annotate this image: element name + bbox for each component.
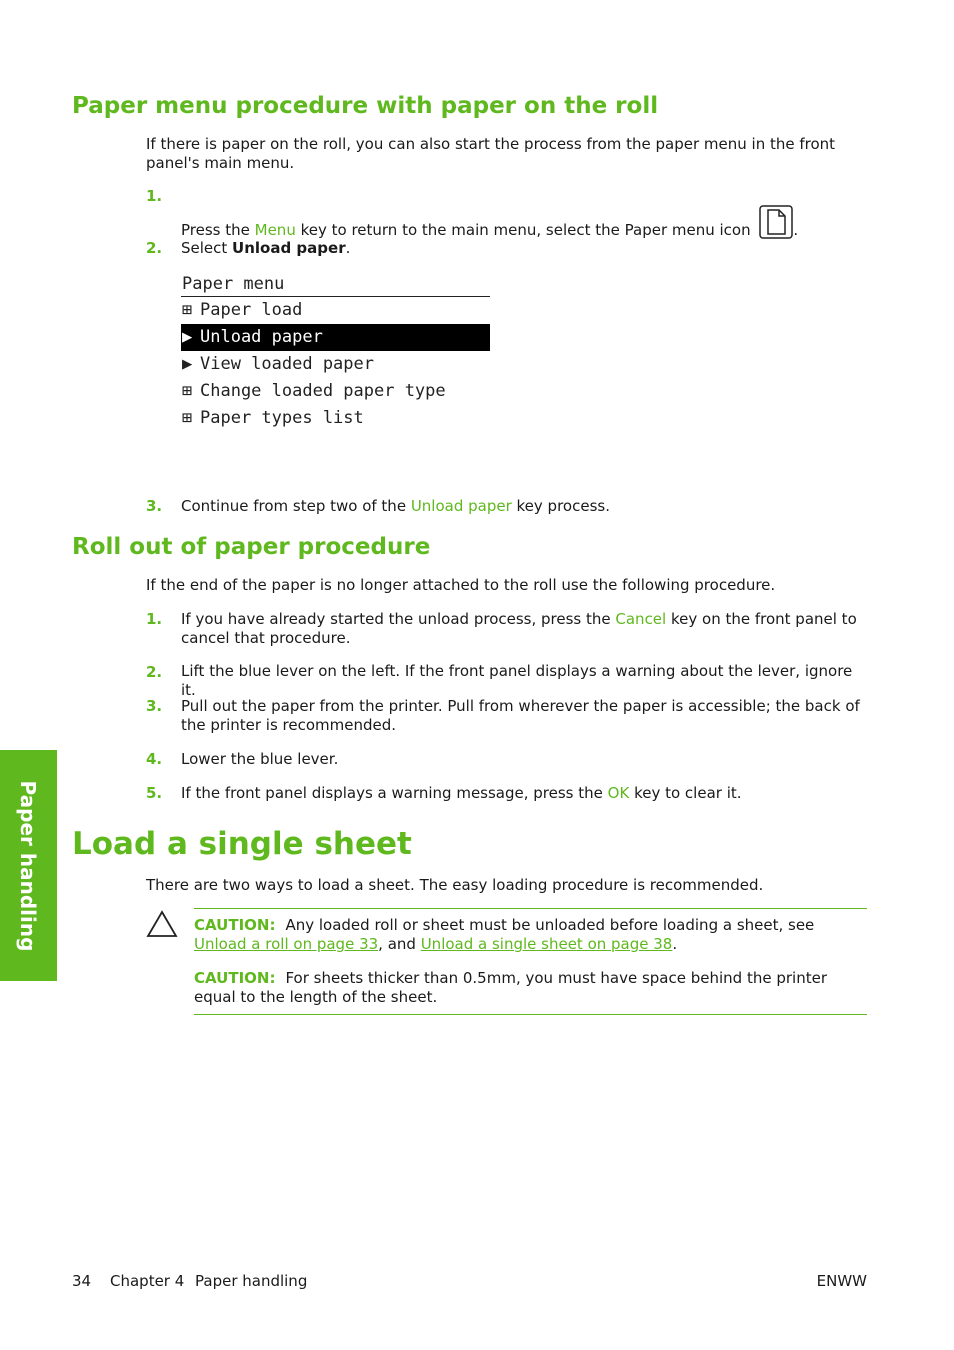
step-text: . — [793, 221, 799, 239]
expand-box-icon: ⊞ — [182, 408, 193, 428]
front-panel-paper-menu — [181, 272, 490, 432]
caution-triangle-icon — [146, 910, 178, 938]
section-heading-roll-out: Roll out of paper procedure — [72, 534, 431, 560]
unload-paper-key-label: Unload paper — [410, 497, 512, 515]
roll-step-3-text: Pull out the paper from the printer. Pull from wherever the paper is accessible; the back of the printer is recommended. — [181, 697, 860, 734]
step-text: If the front panel displays a warning message, press the — [181, 784, 608, 802]
section-heading-load-single-sheet: Load a single sheet — [72, 826, 412, 862]
cancel-key-label: Cancel — [615, 610, 667, 628]
roll-step-1-text — [181, 610, 869, 648]
menu-key-label: Menu — [254, 221, 296, 239]
section3-intro: There are two ways to load a sheet. The easy loading procedure is recommended. — [146, 876, 764, 894]
menu-item-paper-load[interactable] — [181, 297, 490, 324]
paper-menu-icon — [759, 205, 793, 239]
caution-text: For sheets thicker than 0.5mm, you must have space behind the printer equal to the length of the sheet. — [194, 969, 827, 1006]
section-heading-paper-menu: Paper menu procedure with paper on the roll — [72, 93, 659, 119]
caution-text: . — [672, 935, 678, 953]
menu-item-label: Paper load — [200, 300, 303, 320]
caution-label: CAUTION: — [194, 916, 276, 934]
step-2-text — [181, 239, 869, 258]
step-number: 4. — [146, 750, 163, 768]
step-text: If you have already started the unload process, press the — [181, 610, 616, 628]
step-number: 2. — [146, 239, 163, 257]
arrow-right-icon: ▶ — [182, 327, 193, 347]
step-text: key process. — [511, 497, 610, 515]
step-number: 3. — [146, 497, 163, 515]
step-number: 3. — [146, 697, 163, 715]
caution-1 — [194, 916, 867, 954]
footer-locale: ENWW — [816, 1272, 867, 1290]
section2-intro: If the end of the paper is no longer attached to the roll use the following procedure. — [146, 576, 776, 594]
arrow-right-icon: ▶ — [182, 354, 193, 374]
section1-intro: If there is paper on the roll, you can also start the process from the paper menu in the front panel's main menu. — [146, 135, 836, 172]
step-3-text — [181, 497, 869, 516]
step-text: . — [345, 239, 351, 257]
chapter-side-tab-label: Paper handling — [16, 780, 40, 952]
menu-item-unload-paper[interactable] — [181, 324, 490, 351]
step-text: key to clear it. — [629, 784, 742, 802]
menu-item-change-loaded-paper-type[interactable] — [181, 378, 490, 405]
link-unload-single-sheet[interactable]: Unload a single sheet on page 38 — [420, 935, 673, 953]
menu-item-label: Unload paper — [200, 327, 323, 347]
step-text: Press the — [181, 221, 255, 239]
caution-text: Any loaded roll or sheet must be unloaded before loading a sheet, see — [285, 916, 815, 934]
caution-box — [194, 908, 867, 1015]
menu-item-view-loaded-paper[interactable] — [181, 351, 490, 378]
footer-chapter-title: Paper handling — [195, 1272, 308, 1290]
roll-step-5-text — [181, 784, 869, 803]
menu-title: Paper menu — [181, 272, 490, 297]
step-text: key on the front panel to cancel that procedure. — [181, 610, 857, 647]
step-text: key to return to the main menu, select the Paper menu icon — [295, 221, 751, 239]
menu-item-label: Paper types list — [200, 408, 364, 428]
menu-item-paper-types-list[interactable] — [181, 405, 490, 432]
caution-label: CAUTION: — [194, 969, 276, 987]
step-number: 5. — [146, 784, 163, 802]
step-1-text — [181, 205, 869, 240]
expand-box-icon: ⊞ — [182, 381, 193, 401]
roll-step-2-text: Lift the blue lever on the left. If the front panel displays a warning about the lever, ignore it. — [181, 662, 853, 699]
menu-item-label: Change loaded paper type — [200, 381, 446, 401]
footer-chapter: Chapter 4 — [110, 1272, 185, 1290]
step-number: 2. — [146, 663, 163, 681]
step-text: Continue from step two of the — [181, 497, 411, 515]
step-text: Select — [181, 239, 233, 257]
footer-page-number: 34 — [72, 1272, 92, 1290]
caution-text: , and — [378, 935, 421, 953]
menu-item-label: View loaded paper — [200, 354, 374, 374]
unload-paper-bold: Unload paper — [232, 239, 346, 257]
link-unload-roll[interactable]: Unload a roll on page 33 — [194, 935, 379, 953]
step-number: 1. — [146, 610, 163, 628]
expand-box-icon: ⊞ — [182, 300, 193, 320]
step-number: 1. — [146, 187, 163, 205]
ok-key-label: OK — [607, 784, 630, 802]
roll-step-4-text: Lower the blue lever. — [181, 750, 339, 768]
caution-2 — [194, 969, 867, 1007]
